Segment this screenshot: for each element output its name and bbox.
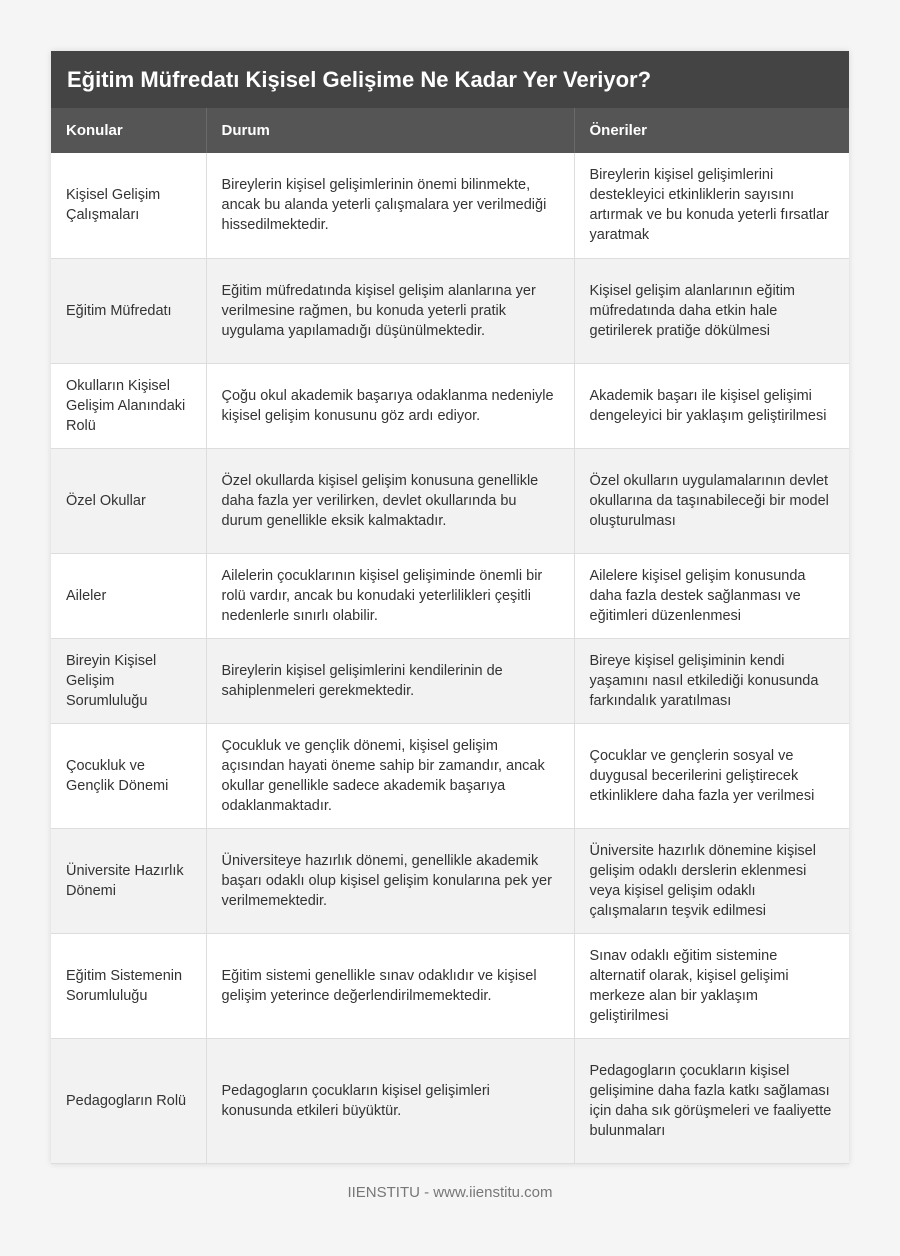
header-suggestions: Öneriler — [574, 108, 849, 153]
table-row — [51, 638, 849, 723]
cell-suggestion: Kişisel gelişim alanlarının eğitim müfredatında daha etkin hale getirilerek pratiğe dökülmesi — [574, 258, 849, 363]
cell-topic: Okulların Kişisel Gelişim Alanındaki Rolü — [51, 363, 206, 448]
cell-status: Eğitim müfredatında kişisel gelişim alanlarına yer verilmesine rağmen, bu konuda yeterli pratik uygulama yapılamadığı düşünülmektedir. — [206, 258, 574, 363]
table-row — [51, 258, 849, 363]
cell-status: Ailelerin çocuklarının kişisel gelişiminde önemli bir rolü vardır, ancak bu konudaki yeterlilikleri çeşitli nedenlerle sınırlı olabilir. — [206, 553, 574, 638]
cell-topic: Üniversite Hazırlık Dönemi — [51, 828, 206, 933]
cell-status: Çocukluk ve gençlik dönemi, kişisel gelişim açısından hayati öneme sahip bir zamandır, ancak okullar genellikle sadece akademik başarıya odaklanmaktadır. — [206, 723, 574, 828]
cell-topic: Eğitim Sistemenin Sorumluluğu — [51, 933, 206, 1038]
cell-suggestion: Çocuklar ve gençlerin sosyal ve duygusal becerilerini geliştirecek etkinliklere daha fazla yer verilmesi — [574, 723, 849, 828]
table-row — [51, 933, 849, 1038]
cell-suggestion: Pedagogların çocukların kişisel gelişimine daha fazla katkı sağlaması için daha sık görüşmeleri ve faaliyette bulunmaları — [574, 1038, 849, 1163]
cell-topic: Pedagogların Rolü — [51, 1038, 206, 1163]
cell-topic: Bireyin Kişisel Gelişim Sorumluluğu — [51, 638, 206, 723]
table-card — [51, 51, 849, 1164]
cell-topic: Kişisel Gelişim Çalışmaları — [51, 153, 206, 258]
table-row — [51, 448, 849, 553]
cell-suggestion: Bireylerin kişisel gelişimlerini destekleyici etkinliklerin sayısını artırmak ve bu konuda yeterli fırsatlar yaratmak — [574, 153, 849, 258]
page-title: Eğitim Müfredatı Kişisel Gelişime Ne Kadar Yer Veriyor? — [51, 51, 849, 108]
cell-suggestion: Özel okulların uygulamalarının devlet okullarına da taşınabileceği bir model oluşturulması — [574, 448, 849, 553]
cell-status: Bireylerin kişisel gelişimlerini kendilerinin de sahiplenmeleri gerekmektedir. — [206, 638, 574, 723]
cell-status: Pedagogların çocukların kişisel gelişimleri konusunda etkileri büyüktür. — [206, 1038, 574, 1163]
header-status: Durum — [206, 108, 574, 153]
table-row — [51, 553, 849, 638]
cell-status: Bireylerin kişisel gelişimlerinin önemi bilinmekte, ancak bu alanda yeterli çalışmalara yer verilmediği hissedilmektedir. — [206, 153, 574, 258]
cell-topic: Özel Okullar — [51, 448, 206, 553]
table-row — [51, 363, 849, 448]
header-topics: Konular — [51, 108, 206, 153]
cell-status: Eğitim sistemi genellikle sınav odaklıdır ve kişisel gelişim yeterince değerlendirilmemektedir. — [206, 933, 574, 1038]
cell-suggestion: Akademik başarı ile kişisel gelişimi dengeleyici bir yaklaşım geliştirilmesi — [574, 363, 849, 448]
cell-topic: Eğitim Müfredatı — [51, 258, 206, 363]
cell-status: Çoğu okul akademik başarıya odaklanma nedeniyle kişisel gelişim konusunu göz ardı ediyor. — [206, 363, 574, 448]
cell-status: Özel okullarda kişisel gelişim konusuna genellikle daha fazla yer verilirken, devlet okullarında bu durum genellikle eksik kalmaktadır. — [206, 448, 574, 553]
header-row — [51, 108, 849, 153]
cell-topic: Aileler — [51, 553, 206, 638]
table-row — [51, 1038, 849, 1163]
cell-suggestion: Ailelere kişisel gelişim konusunda daha fazla destek sağlanması ve eğitimleri düzenlenmesi — [574, 553, 849, 638]
table-row — [51, 153, 849, 258]
data-table — [51, 108, 849, 1164]
table-row — [51, 828, 849, 933]
cell-suggestion: Bireye kişisel gelişiminin kendi yaşamını nasıl etkilediği konusunda farkındalık yaratılması — [574, 638, 849, 723]
table-row — [51, 723, 849, 828]
cell-topic: Çocukluk ve Gençlik Dönemi — [51, 723, 206, 828]
cell-suggestion: Üniversite hazırlık dönemine kişisel gelişim odaklı derslerin eklenmesi veya kişisel gelişim odaklı çalışmaların teşvik edilmesi — [574, 828, 849, 933]
cell-status: Üniversiteye hazırlık dönemi, genellikle akademik başarı odaklı olup kişisel gelişim konularına pek yer verilmemektedir. — [206, 828, 574, 933]
cell-suggestion: Sınav odaklı eğitim sistemine alternatif olarak, kişisel gelişimi merkeze alan bir yaklaşım geliştirilmesi — [574, 933, 849, 1038]
footer-credit: IIENSTITU - www.iienstitu.com — [347, 1184, 553, 1201]
